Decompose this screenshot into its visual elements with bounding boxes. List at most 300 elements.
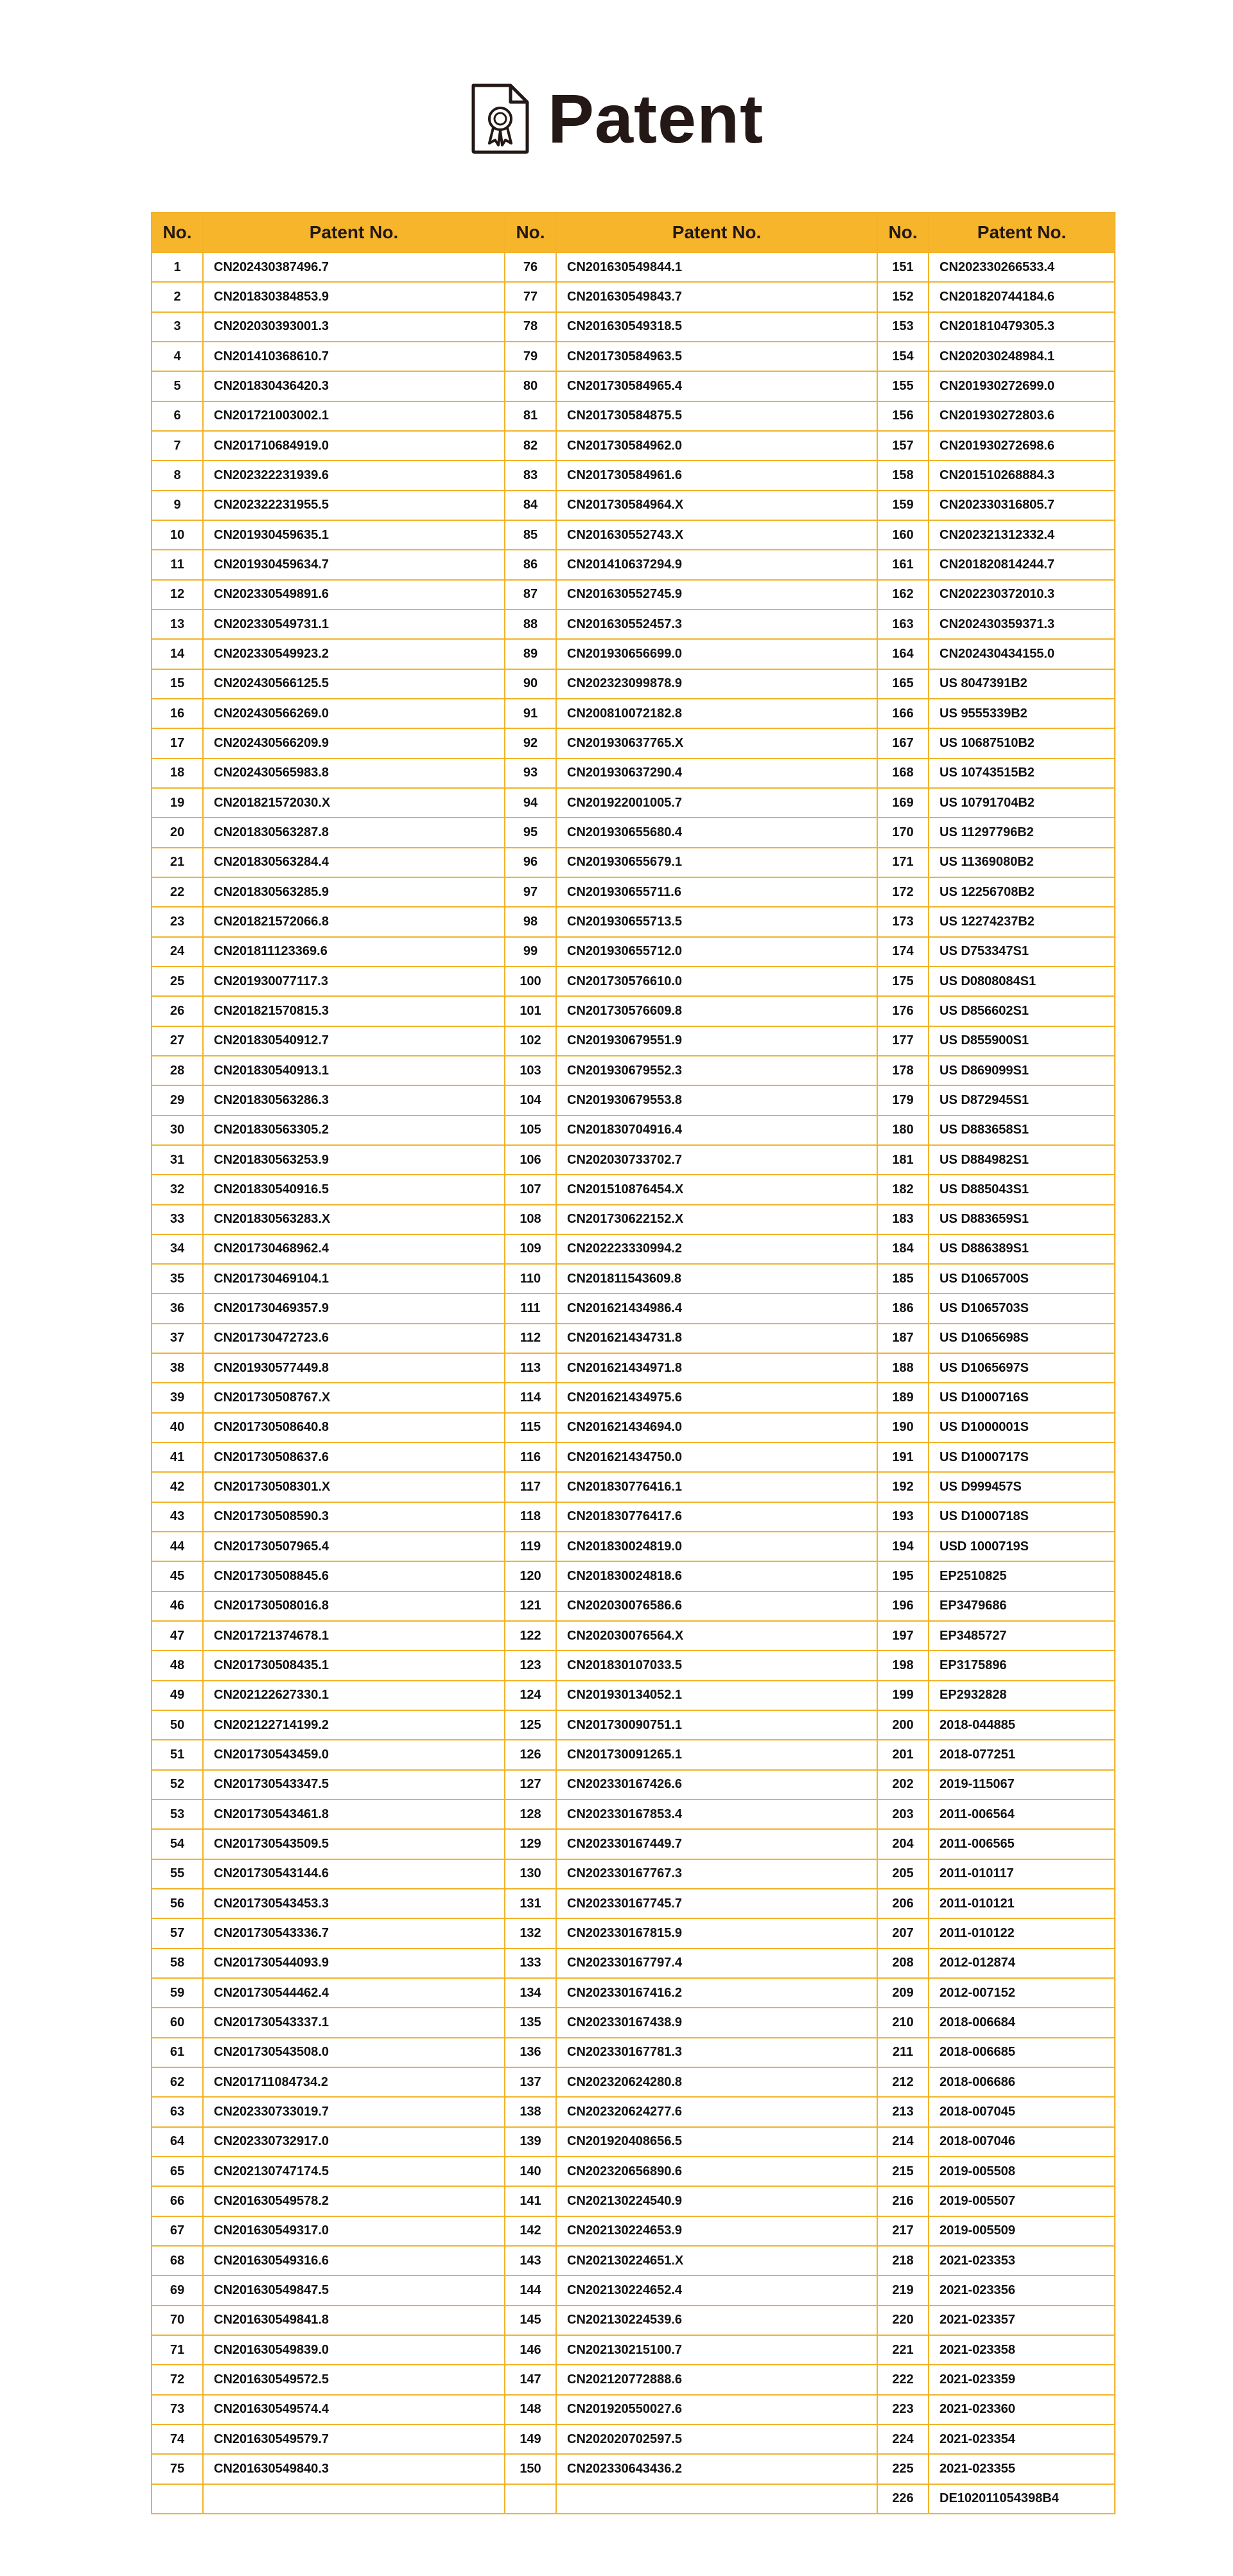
- cell-patent-no: CN201821572030.X: [203, 788, 505, 818]
- cell-patent-no: CN201630549574.4: [203, 2395, 505, 2424]
- cell-no: 171: [877, 848, 929, 877]
- cell-no: 182: [877, 1175, 929, 1204]
- cell-patent-no: CN202130224539.6: [556, 2306, 877, 2335]
- cell-patent-no: CN201630549840.3: [203, 2454, 505, 2484]
- cell-patent-no: CN202320624277.6: [556, 2097, 877, 2126]
- cell-patent-no: CN201721374678.1: [203, 1621, 505, 1651]
- cell-no: 107: [505, 1175, 556, 1204]
- table-row: [152, 848, 1115, 877]
- table-row: [152, 282, 1115, 311]
- cell-patent-no: CN201930655713.5: [556, 907, 877, 936]
- cell-patent-no: CN201730090751.1: [556, 1710, 877, 1740]
- cell-no: 5: [152, 371, 203, 401]
- table-row: [152, 2275, 1115, 2305]
- table-row: [152, 818, 1115, 847]
- cell-no: 28: [152, 1056, 203, 1085]
- cell-no: 129: [505, 1829, 556, 1859]
- cell-no: 75: [152, 2454, 203, 2484]
- table-row: [152, 2484, 1115, 2514]
- cell-no: 131: [505, 1889, 556, 1918]
- cell-patent-no: CN201730584963.5: [556, 342, 877, 371]
- table-row: [152, 1770, 1115, 1800]
- cell-patent-no: CN202430359371.3: [929, 609, 1115, 639]
- cell-no: 223: [877, 2395, 929, 2424]
- cell-no: 81: [505, 401, 556, 431]
- cell-patent-no: CN201811123369.6: [203, 937, 505, 967]
- cell-patent-no: CN201920550027.6: [556, 2395, 877, 2424]
- cell-no: 55: [152, 1859, 203, 1889]
- cell-no: 184: [877, 1234, 929, 1264]
- cell-patent-no: CN202330732917.0: [203, 2127, 505, 2157]
- column-header-patent-no: Patent No.: [203, 213, 505, 252]
- cell-no: 26: [152, 996, 203, 1026]
- cell-no: 12: [152, 580, 203, 609]
- cell-patent-no: CN202330167426.6: [556, 1770, 877, 1800]
- cell-patent-no: CN202330167449.7: [556, 1829, 877, 1859]
- cell-patent-no: CN201930637290.4: [556, 758, 877, 788]
- cell-no: 136: [505, 2038, 556, 2067]
- cell-no: 181: [877, 1145, 929, 1175]
- cell-patent-no: 2018-006685: [929, 2038, 1115, 2067]
- cell-no: 166: [877, 699, 929, 728]
- cell-patent-no: CN201630552745.9: [556, 580, 877, 609]
- cell-no: 35: [152, 1264, 203, 1293]
- cell-patent-no: US D883659S1: [929, 1205, 1115, 1234]
- cell-no: 60: [152, 2008, 203, 2037]
- cell-patent-no: US D1000718S: [929, 1502, 1115, 1532]
- cell-no: 134: [505, 1978, 556, 2008]
- cell-patent-no: CN201630549317.0: [203, 2216, 505, 2246]
- cell-no: 77: [505, 282, 556, 311]
- cell-no: 192: [877, 1472, 929, 1502]
- table-row: [152, 758, 1115, 788]
- table-row: [152, 431, 1115, 460]
- cell-no: 85: [505, 520, 556, 550]
- cell-no: 89: [505, 639, 556, 669]
- page-title: Patent: [547, 80, 764, 157]
- table-row: [152, 2306, 1115, 2335]
- cell-no: 226: [877, 2484, 929, 2514]
- cell-patent-no: CN202330266533.4: [929, 252, 1115, 282]
- cell-patent-no: CN201930272699.0: [929, 371, 1115, 401]
- cell-no: 53: [152, 1800, 203, 1829]
- cell-no: 198: [877, 1651, 929, 1680]
- cell-patent-no: CN201730472723.6: [203, 1324, 505, 1353]
- cell-patent-no: CN201730543508.0: [203, 2038, 505, 2067]
- cell-no: 73: [152, 2395, 203, 2424]
- cell-no: 33: [152, 1205, 203, 1234]
- cell-no: 90: [505, 669, 556, 699]
- cell-no: 163: [877, 609, 929, 639]
- cell-patent-no: US 11297796B2: [929, 818, 1115, 847]
- cell-patent-no: 2011-010117: [929, 1859, 1115, 1889]
- cell-patent-no: US D753347S1: [929, 937, 1115, 967]
- cell-no: 220: [877, 2306, 929, 2335]
- cell-patent-no: CN201830563284.4: [203, 848, 505, 877]
- cell-no: 185: [877, 1264, 929, 1293]
- cell-no: 215: [877, 2157, 929, 2186]
- cell-patent-no: US D886389S1: [929, 1234, 1115, 1264]
- cell-no: 36: [152, 1293, 203, 1323]
- cell-patent-no: [556, 2484, 877, 2514]
- cell-patent-no: CN202330167438.9: [556, 2008, 877, 2037]
- cell-patent-no: CN201730543453.3: [203, 1889, 505, 1918]
- cell-patent-no: CN202322231939.6: [203, 460, 505, 490]
- cell-no: 67: [152, 2216, 203, 2246]
- cell-no: 135: [505, 2008, 556, 2037]
- cell-no: 133: [505, 1949, 556, 1978]
- cell-no: 161: [877, 550, 929, 579]
- column-header-patent-no: Patent No.: [556, 213, 877, 252]
- cell-patent-no: CN201830776417.6: [556, 1502, 877, 1532]
- column-header-no: No.: [505, 213, 556, 252]
- cell-patent-no: 2021-023356: [929, 2275, 1115, 2305]
- cell-no: 178: [877, 1056, 929, 1085]
- cell-no: 78: [505, 312, 556, 342]
- cell-no: 102: [505, 1026, 556, 1056]
- cell-no: 162: [877, 580, 929, 609]
- cell-patent-no: CN201930655711.6: [556, 877, 877, 907]
- cell-patent-no: CN201730543459.0: [203, 1740, 505, 1769]
- cell-no: 146: [505, 2335, 556, 2365]
- cell-no: 124: [505, 1681, 556, 1710]
- table-row: [152, 2246, 1115, 2275]
- cell-no: 108: [505, 1205, 556, 1234]
- cell-no: 34: [152, 1234, 203, 1264]
- cell-no: 8: [152, 460, 203, 490]
- cell-patent-no: CN201621434750.0: [556, 1442, 877, 1472]
- table-row: [152, 252, 1115, 282]
- table-row: [152, 1085, 1115, 1115]
- cell-patent-no: CN201830563253.9: [203, 1145, 505, 1175]
- cell-patent-no: CN202330167767.3: [556, 1859, 877, 1889]
- cell-no: [505, 2484, 556, 2514]
- cell-no: 22: [152, 877, 203, 907]
- cell-patent-no: 2011-010122: [929, 1918, 1115, 1948]
- cell-no: 29: [152, 1085, 203, 1115]
- table-row: [152, 2365, 1115, 2394]
- cell-patent-no: 2011-010121: [929, 1889, 1115, 1918]
- table-row: [152, 877, 1115, 907]
- cell-no: 156: [877, 401, 929, 431]
- cell-patent-no: US D1065697S: [929, 1353, 1115, 1383]
- cell-no: 111: [505, 1293, 556, 1323]
- cell-patent-no: CN201630552743.X: [556, 520, 877, 550]
- cell-patent-no: CN201730543337.1: [203, 2008, 505, 2037]
- cell-patent-no: CN201830563286.3: [203, 1085, 505, 1115]
- cell-patent-no: CN201410637294.9: [556, 550, 877, 579]
- cell-patent-no: CN201721003002.1: [203, 401, 505, 431]
- cell-no: 51: [152, 1740, 203, 1769]
- cell-patent-no: CN201930134052.1: [556, 1681, 877, 1710]
- cell-patent-no: CN201730576609.8: [556, 996, 877, 1026]
- cell-no: 120: [505, 1561, 556, 1591]
- cell-no: 31: [152, 1145, 203, 1175]
- cell-patent-no: CN201730543461.8: [203, 1800, 505, 1829]
- cell-no: 97: [505, 877, 556, 907]
- table-row: [152, 1621, 1115, 1651]
- cell-patent-no: 2018-044885: [929, 1710, 1115, 1740]
- cell-patent-no: CN201930459634.7: [203, 550, 505, 579]
- cell-no: 158: [877, 460, 929, 490]
- cell-patent-no: 2018-007045: [929, 2097, 1115, 2126]
- cell-no: 126: [505, 1740, 556, 1769]
- cell-patent-no: CN201930655679.1: [556, 848, 877, 877]
- cell-patent-no: CN201930272803.6: [929, 401, 1115, 431]
- cell-no: 145: [505, 2306, 556, 2335]
- cell-patent-no: CN201821570815.3: [203, 996, 505, 1026]
- cell-patent-no: CN202122714199.2: [203, 1710, 505, 1740]
- cell-patent-no: CN201930577449.8: [203, 1353, 505, 1383]
- cell-patent-no: US 10791704B2: [929, 788, 1115, 818]
- cell-patent-no: 2021-023358: [929, 2335, 1115, 2365]
- cell-patent-no: CN201621434971.8: [556, 1353, 877, 1383]
- cell-no: 54: [152, 1829, 203, 1859]
- cell-patent-no: US 8047391B2: [929, 669, 1115, 699]
- patent-certificate-icon: [469, 83, 531, 155]
- cell-patent-no: 2018-006684: [929, 2008, 1115, 2037]
- cell-patent-no: CN201830436420.3: [203, 371, 505, 401]
- cell-no: 30: [152, 1116, 203, 1145]
- cell-patent-no: CN201830563285.9: [203, 877, 505, 907]
- table-row: [152, 1800, 1115, 1829]
- cell-no: 42: [152, 1472, 203, 1502]
- cell-patent-no: CN202430565983.8: [203, 758, 505, 788]
- cell-no: 32: [152, 1175, 203, 1204]
- cell-no: 175: [877, 967, 929, 996]
- cell-patent-no: CN201621434986.4: [556, 1293, 877, 1323]
- cell-patent-no: CN201821572066.8: [203, 907, 505, 936]
- cell-no: 160: [877, 520, 929, 550]
- cell-no: 137: [505, 2067, 556, 2097]
- cell-no: 10: [152, 520, 203, 550]
- cell-no: 37: [152, 1324, 203, 1353]
- cell-patent-no: CN201730508637.6: [203, 1442, 505, 1472]
- table-row: [152, 2097, 1115, 2126]
- cell-patent-no: 2021-023357: [929, 2306, 1115, 2335]
- cell-patent-no: US D885043S1: [929, 1175, 1115, 1204]
- cell-no: 150: [505, 2454, 556, 2484]
- cell-patent-no: CN201730584875.5: [556, 401, 877, 431]
- cell-patent-no: CN201920408656.5: [556, 2127, 877, 2157]
- table-row: [152, 1651, 1115, 1680]
- cell-patent-no: CN201811543609.8: [556, 1264, 877, 1293]
- table-row: [152, 401, 1115, 431]
- cell-patent-no: CN200810072182.8: [556, 699, 877, 728]
- table-row: [152, 1710, 1115, 1740]
- cell-patent-no: CN201730622152.X: [556, 1205, 877, 1234]
- cell-no: 186: [877, 1293, 929, 1323]
- cell-patent-no: CN202030076564.X: [556, 1621, 877, 1651]
- cell-no: 141: [505, 2186, 556, 2216]
- cell-patent-no: 2021-023353: [929, 2246, 1115, 2275]
- cell-patent-no: CN201730576610.0: [556, 967, 877, 996]
- cell-patent-no: CN202330733019.7: [203, 2097, 505, 2126]
- cell-no: 139: [505, 2127, 556, 2157]
- cell-no: 45: [152, 1561, 203, 1591]
- cell-patent-no: CN201730543509.5: [203, 1829, 505, 1859]
- cell-patent-no: CN202330549923.2: [203, 639, 505, 669]
- cell-patent-no: CN201930679551.9: [556, 1026, 877, 1056]
- cell-no: 197: [877, 1621, 929, 1651]
- cell-no: 132: [505, 1918, 556, 1948]
- cell-patent-no: CN201922001005.7: [556, 788, 877, 818]
- cell-patent-no: CN202030393001.3: [203, 312, 505, 342]
- cell-no: 80: [505, 371, 556, 401]
- cell-patent-no: US D1065698S: [929, 1324, 1115, 1353]
- table-row: [152, 342, 1115, 371]
- cell-no: 189: [877, 1383, 929, 1412]
- table-row: [152, 639, 1115, 669]
- cell-patent-no: CN201730508845.6: [203, 1561, 505, 1591]
- cell-patent-no: CN201710684919.0: [203, 431, 505, 460]
- cell-no: 52: [152, 1770, 203, 1800]
- cell-no: 20: [152, 818, 203, 847]
- cell-patent-no: CN201730584961.6: [556, 460, 877, 490]
- cell-no: 183: [877, 1205, 929, 1234]
- cell-patent-no: CN202020702597.5: [556, 2424, 877, 2454]
- cell-patent-no: CN202130224540.9: [556, 2186, 877, 2216]
- table-row: [152, 1175, 1115, 1204]
- cell-no: 44: [152, 1532, 203, 1561]
- cell-no: 46: [152, 1591, 203, 1621]
- cell-no: 147: [505, 2365, 556, 2394]
- cell-no: 95: [505, 818, 556, 847]
- cell-patent-no: 2011-006565: [929, 1829, 1115, 1859]
- table-row: [152, 550, 1115, 579]
- cell-no: 9: [152, 491, 203, 520]
- cell-patent-no: EP3175896: [929, 1651, 1115, 1680]
- cell-no: 208: [877, 1949, 929, 1978]
- cell-no: 125: [505, 1710, 556, 1740]
- table-row: [152, 1532, 1115, 1561]
- cell-patent-no: US D883658S1: [929, 1116, 1115, 1145]
- cell-no: 195: [877, 1561, 929, 1591]
- cell-patent-no: US D884982S1: [929, 1145, 1115, 1175]
- table-header-row: [152, 213, 1115, 252]
- cell-no: 109: [505, 1234, 556, 1264]
- cell-patent-no: CN202323099878.9: [556, 669, 877, 699]
- cell-patent-no: 2019-005508: [929, 2157, 1115, 2186]
- cell-patent-no: CN201730508435.1: [203, 1651, 505, 1680]
- cell-no: 68: [152, 2246, 203, 2275]
- cell-no: 218: [877, 2246, 929, 2275]
- cell-no: 151: [877, 252, 929, 282]
- cell-no: 159: [877, 491, 929, 520]
- cell-patent-no: CN202321312332.4: [929, 520, 1115, 550]
- cell-no: 91: [505, 699, 556, 728]
- table-row: [152, 1740, 1115, 1769]
- table-row: [152, 2067, 1115, 2097]
- cell-patent-no: CN202330549731.1: [203, 609, 505, 639]
- cell-no: 127: [505, 1770, 556, 1800]
- cell-patent-no: CN201930656699.0: [556, 639, 877, 669]
- cell-no: 194: [877, 1532, 929, 1561]
- table-row: [152, 312, 1115, 342]
- cell-patent-no: CN202430434155.0: [929, 639, 1115, 669]
- cell-no: 224: [877, 2424, 929, 2454]
- table-row: [152, 1442, 1115, 1472]
- cell-no: 211: [877, 2038, 929, 2067]
- cell-no: 157: [877, 431, 929, 460]
- cell-no: 200: [877, 1710, 929, 1740]
- cell-no: 19: [152, 788, 203, 818]
- table-row: [152, 937, 1115, 967]
- table-row: [152, 1116, 1115, 1145]
- cell-patent-no: CN202330167416.2: [556, 1978, 877, 2008]
- cell-patent-no: CN201730468962.4: [203, 1234, 505, 1264]
- cell-patent-no: 2018-006686: [929, 2067, 1115, 2097]
- cell-patent-no: CN202330167797.4: [556, 1949, 877, 1978]
- cell-no: 225: [877, 2454, 929, 2484]
- cell-no: 84: [505, 491, 556, 520]
- cell-patent-no: 2011-006564: [929, 1800, 1115, 1829]
- cell-patent-no: CN201730469357.9: [203, 1293, 505, 1323]
- table-row: [152, 967, 1115, 996]
- cell-patent-no: CN202330549891.6: [203, 580, 505, 609]
- cell-patent-no: US D0808084S1: [929, 967, 1115, 996]
- cell-no: 59: [152, 1978, 203, 2008]
- cell-patent-no: DE102011054398B4: [929, 2484, 1115, 2514]
- cell-patent-no: CN201830704916.4: [556, 1116, 877, 1145]
- cell-no: 62: [152, 2067, 203, 2097]
- cell-no: 221: [877, 2335, 929, 2365]
- cell-no: 69: [152, 2275, 203, 2305]
- cell-patent-no: CN201730544462.4: [203, 1978, 505, 2008]
- cell-no: 98: [505, 907, 556, 936]
- cell-no: 187: [877, 1324, 929, 1353]
- cell-patent-no: CN201930272698.6: [929, 431, 1115, 460]
- cell-no: 122: [505, 1621, 556, 1651]
- cell-no: 148: [505, 2395, 556, 2424]
- cell-patent-no: CN201730543347.5: [203, 1770, 505, 1800]
- cell-no: 3: [152, 312, 203, 342]
- cell-patent-no: CN201820814244.7: [929, 550, 1115, 579]
- table-row: [152, 2395, 1115, 2424]
- cell-patent-no: CN201830384853.9: [203, 282, 505, 311]
- cell-patent-no: CN201510876454.X: [556, 1175, 877, 1204]
- cell-no: 142: [505, 2216, 556, 2246]
- cell-patent-no: CN202030733702.7: [556, 1145, 877, 1175]
- cell-no: 216: [877, 2186, 929, 2216]
- cell-no: 40: [152, 1413, 203, 1442]
- cell-no: 4: [152, 342, 203, 371]
- cell-no: 213: [877, 2097, 929, 2126]
- cell-no: 190: [877, 1413, 929, 1442]
- table-row: [152, 2186, 1115, 2216]
- table-row: [152, 1561, 1115, 1591]
- cell-no: 123: [505, 1651, 556, 1680]
- cell-no: 66: [152, 2186, 203, 2216]
- table-row: [152, 1324, 1115, 1353]
- cell-no: 71: [152, 2335, 203, 2365]
- cell-patent-no: CN202330316805.7: [929, 491, 1115, 520]
- table-row: [152, 2216, 1115, 2246]
- cell-patent-no: US 11369080B2: [929, 848, 1115, 877]
- table-row: [152, 1591, 1115, 1621]
- cell-no: 74: [152, 2424, 203, 2454]
- cell-patent-no: US D999457S: [929, 1472, 1115, 1502]
- table-row: [152, 1353, 1115, 1383]
- cell-no: 210: [877, 2008, 929, 2037]
- cell-patent-no: CN201830540913.1: [203, 1056, 505, 1085]
- cell-no: 193: [877, 1502, 929, 1532]
- cell-no: 79: [505, 342, 556, 371]
- cell-no: 188: [877, 1353, 929, 1383]
- cell-no: 100: [505, 967, 556, 996]
- cell-patent-no: 2021-023360: [929, 2395, 1115, 2424]
- cell-patent-no: CN201730507965.4: [203, 1532, 505, 1561]
